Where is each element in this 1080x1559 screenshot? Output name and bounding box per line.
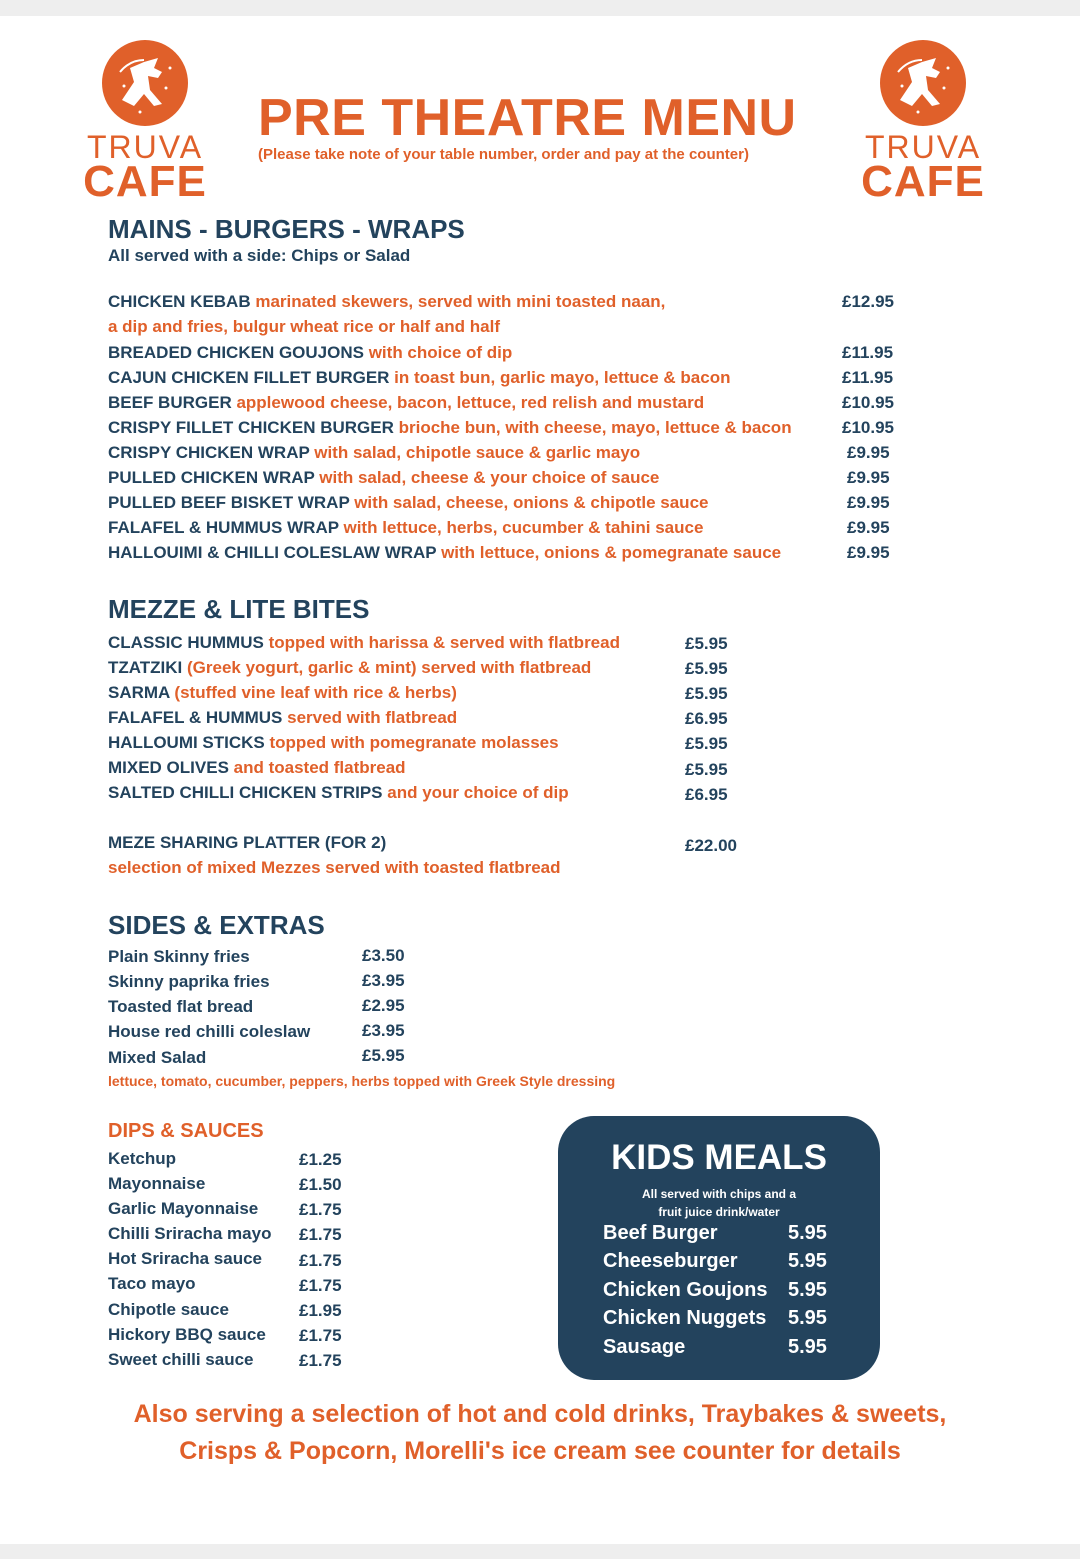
right-logo	[858, 38, 988, 206]
menu-item	[108, 343, 512, 368]
item-name: CRISPY FILLET CHICKEN BURGER	[108, 418, 394, 437]
item-desc: with salad, chipotle sauce & garlic mayo	[309, 443, 641, 462]
dips-heading: DIPS & SAUCES	[108, 1120, 264, 1142]
item-name: CHICKEN KEBAB	[108, 292, 251, 311]
kids-note	[558, 1185, 880, 1221]
brand-line2: CAFE	[83, 157, 207, 206]
item-name: PULLED CHICKEN WRAP	[108, 468, 315, 487]
item-desc: (Greek yogurt, garlic & mint) served with flatbread	[182, 658, 592, 677]
brand-line1: TRUVA	[86, 129, 204, 165]
dip-item: Chilli Sriracha mayo	[108, 1224, 272, 1243]
item-price: £9.95	[847, 493, 890, 512]
item-price: £10.95	[842, 393, 894, 412]
item-price: £9.95	[847, 443, 890, 462]
item-name: FALAFEL & HUMMUS	[108, 708, 283, 727]
dip-item: Hickory BBQ sauce	[108, 1325, 266, 1344]
item-desc: and your choice of dip	[382, 783, 569, 802]
platter-desc: selection of mixed Mezzes served with toasted flatbread	[108, 858, 561, 877]
item-desc: and toasted flatbread	[228, 758, 406, 777]
horse-logo-icon	[878, 38, 968, 128]
item-price: £9.95	[847, 518, 890, 537]
footer-line2: Crisps & Popcorn, Morelli's ice cream see counter for details	[179, 1437, 901, 1465]
footer-note	[0, 1396, 1080, 1470]
item-price: £5.95	[685, 634, 728, 653]
item-desc: brioche bun, with cheese, mayo, lettuce & bacon	[393, 418, 792, 437]
item-desc: with salad, cheese, onions & chipotle sauce	[349, 493, 709, 512]
item-name: MIXED OLIVES	[108, 758, 229, 777]
side-item: Mixed Salad	[108, 1048, 207, 1067]
dip-price: £1.75	[299, 1326, 342, 1345]
side-price: £3.50	[362, 946, 405, 965]
dip-item: Ketchup	[108, 1149, 176, 1168]
item-name: HALLOUMI STICKS	[108, 733, 265, 752]
kids-item: Sausage	[603, 1336, 686, 1358]
kids-item: Cheeseburger	[603, 1250, 738, 1272]
item-name: PULLED BEEF BISKET WRAP	[108, 493, 350, 512]
mains-note: All served with a side: Chips or Salad	[108, 246, 411, 265]
side-price: £3.95	[362, 971, 405, 990]
side-salad-note: lettuce, tomato, cucumber, peppers, herbs topped with Greek Style dressing	[108, 1073, 616, 1089]
dip-price: £1.75	[299, 1351, 342, 1370]
menu-item	[108, 543, 781, 568]
left-logo	[80, 38, 210, 206]
item-desc: served with flatbread	[282, 708, 458, 727]
kids-price: 5.95	[788, 1250, 827, 1272]
item-desc: marinated skewers, served with mini toasted naan,	[250, 292, 666, 311]
item-name: CLASSIC HUMMUS	[108, 633, 264, 652]
side-price: £5.95	[362, 1046, 405, 1065]
menu-item	[108, 783, 569, 808]
item-name: BREADED CHICKEN GOUJONS	[108, 343, 364, 362]
kids-note-line1: All served with chips and a	[641, 1187, 797, 1201]
menu-item	[108, 658, 591, 683]
item-name: FALAFEL & HUMMUS WRAP	[108, 518, 339, 537]
item-name: HALLOUIMI & CHILLI COLESLAW WRAP	[108, 543, 437, 562]
item-desc: with salad, cheese & your choice of sauce	[314, 468, 660, 487]
item-name: SALTED CHILLI CHICKEN STRIPS	[108, 783, 383, 802]
sides-heading: SIDES & EXTRAS	[108, 910, 325, 940]
menu-item	[108, 518, 703, 543]
kids-price: 5.95	[788, 1336, 827, 1358]
menu-item	[108, 493, 708, 518]
dip-price: £1.75	[299, 1225, 342, 1244]
menu-item	[108, 468, 659, 493]
horse-logo-icon	[100, 38, 190, 128]
side-item: Plain Skinny fries	[108, 947, 250, 966]
menu-item	[108, 443, 640, 468]
item-price: £12.95	[842, 292, 894, 311]
item-name: CAJUN CHICKEN FILLET BURGER	[108, 368, 390, 387]
side-item: Skinny paprika fries	[108, 972, 270, 991]
kids-item: Beef Burger	[603, 1222, 718, 1244]
kids-heading: KIDS MEALS	[611, 1138, 827, 1177]
dip-item: Sweet chilli sauce	[108, 1350, 254, 1369]
kids-meals-box	[558, 1116, 880, 1380]
item-desc: applewood cheese, bacon, lettuce, red relish and mustard	[231, 393, 705, 412]
side-item: Toasted flat bread	[108, 997, 254, 1016]
dip-price: £1.75	[299, 1276, 342, 1295]
dip-item: Chipotle sauce	[108, 1300, 229, 1319]
side-price: £3.95	[362, 1021, 405, 1040]
item-price: £11.95	[842, 368, 894, 387]
item-name: SARMA	[108, 683, 170, 702]
menu-item	[108, 393, 704, 418]
menu-item	[108, 683, 457, 708]
item-price: £5.95	[685, 760, 728, 779]
item-name: CRISPY CHICKEN WRAP	[108, 443, 310, 462]
item-price: £5.95	[685, 734, 728, 753]
kids-item: Chicken Nuggets	[603, 1307, 767, 1329]
item-desc-continued: a dip and fries, bulgur wheat rice or half and half	[108, 317, 501, 336]
menu-page	[0, 16, 1080, 1544]
menu-item	[108, 633, 620, 658]
mains-heading: MAINS - BURGERS - WRAPS	[108, 214, 465, 244]
kids-price: 5.95	[788, 1307, 827, 1329]
menu-item	[108, 292, 665, 317]
item-desc: with lettuce, onions & pomegranate sauce	[436, 543, 782, 562]
menu-item	[108, 418, 792, 443]
menu-item	[108, 758, 406, 783]
platter-price: £22.00	[685, 836, 737, 855]
kids-price: 5.95	[788, 1279, 827, 1301]
dip-item: Garlic Mayonnaise	[108, 1199, 259, 1218]
item-price: £9.95	[847, 543, 890, 562]
item-desc: topped with pomegranate molasses	[264, 733, 559, 752]
menu-item	[108, 368, 730, 393]
mezze-heading: MEZZE & LITE BITES	[108, 594, 370, 624]
dip-item: Hot Sriracha sauce	[108, 1249, 263, 1268]
brand-line1: TRUVA	[864, 129, 982, 165]
item-name: BEEF BURGER	[108, 393, 232, 412]
page-subtitle: (Please take note of your table number, order and pay at the counter)	[258, 146, 749, 163]
menu-item	[108, 733, 559, 758]
item-name: MEZE SHARING PLATTER (FOR 2)	[108, 833, 387, 852]
item-price: £6.95	[685, 785, 728, 804]
side-item: House red chilli coleslaw	[108, 1022, 311, 1041]
item-price: £10.95	[842, 418, 894, 437]
item-desc: topped with harissa & served with flatbread	[263, 633, 620, 652]
item-price: £5.95	[685, 684, 728, 703]
item-price: £5.95	[685, 659, 728, 678]
brand-line2: CAFE	[861, 157, 985, 206]
item-desc: (stuffed vine leaf with rice & herbs)	[169, 683, 457, 702]
kids-note-line2: fruit juice drink/water	[658, 1205, 780, 1219]
item-price: £11.95	[842, 343, 894, 362]
platter-item	[108, 833, 386, 858]
dip-price: £1.75	[299, 1200, 342, 1219]
kids-price: 5.95	[788, 1222, 827, 1244]
dip-item: Taco mayo	[108, 1274, 196, 1293]
kids-item: Chicken Goujons	[603, 1279, 768, 1301]
item-desc: with choice of dip	[363, 343, 513, 362]
menu-item	[108, 708, 457, 733]
item-desc: in toast bun, garlic mayo, lettuce & bacon	[389, 368, 731, 387]
footer-line1: Also serving a selection of hot and cold drinks, Traybakes & sweets,	[133, 1400, 947, 1428]
dip-price: £1.95	[299, 1301, 342, 1320]
item-name: TZATZIKI	[108, 658, 183, 677]
side-price: £2.95	[362, 996, 405, 1015]
dip-price: £1.75	[299, 1251, 342, 1270]
page-title: PRE THEATRE MENU	[258, 89, 797, 147]
dip-item: Mayonnaise	[108, 1174, 206, 1193]
dip-price: £1.50	[299, 1175, 342, 1194]
item-price: £9.95	[847, 468, 890, 487]
item-price: £6.95	[685, 709, 728, 728]
item-desc: with lettuce, herbs, cucumber & tahini sauce	[338, 518, 704, 537]
dip-price: £1.25	[299, 1150, 342, 1169]
